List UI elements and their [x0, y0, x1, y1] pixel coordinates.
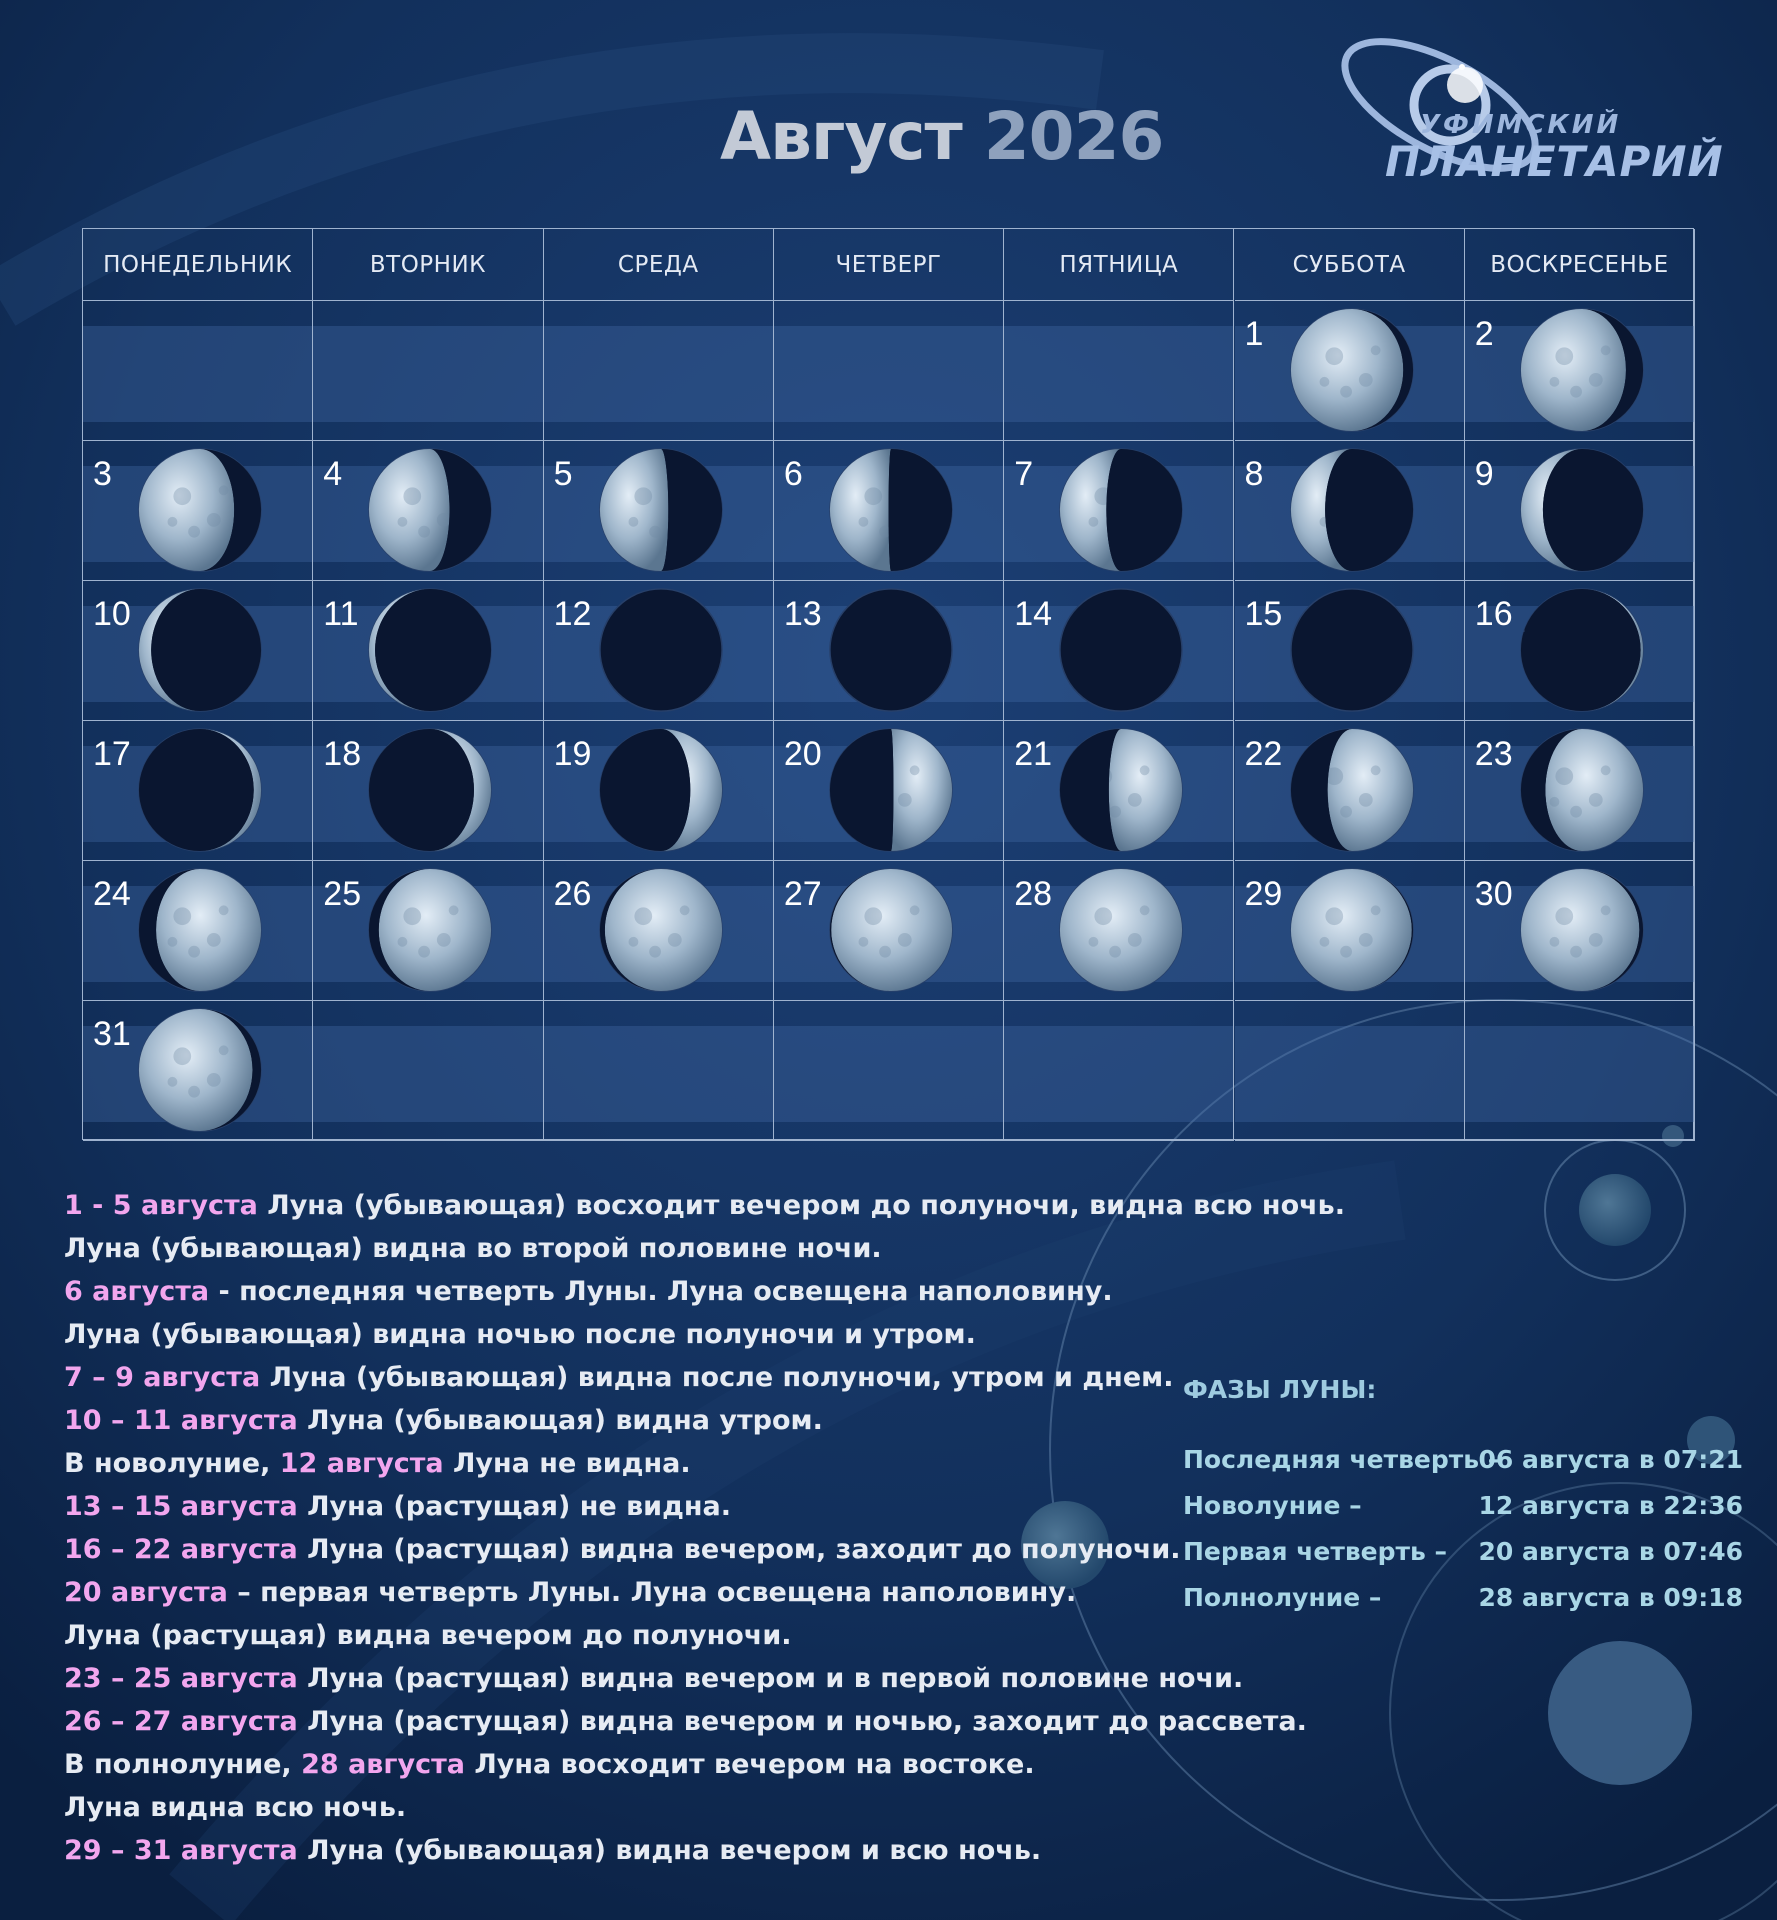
- weekday-header: ВТОРНИК: [313, 229, 543, 301]
- moon-phase-icon: [365, 725, 495, 855]
- day-cell: [544, 441, 774, 581]
- day-number: 16: [1474, 595, 1513, 633]
- note-text: Луна не видна.: [443, 1448, 691, 1479]
- title-year: 2026: [983, 98, 1164, 175]
- phase-date: 12 августа в 22:36: [1478, 1491, 1743, 1520]
- day-cell: [774, 721, 1004, 861]
- day-number: 25: [323, 875, 362, 913]
- moon-phase-icon: [1287, 585, 1417, 715]
- note-text: Луна видна всю ночь.: [64, 1792, 407, 1823]
- day-number: 24: [93, 875, 131, 913]
- note-line: [64, 1356, 1264, 1399]
- note-text: Луна (убывающая) видна ночью после полуночи и утром.: [64, 1319, 976, 1350]
- note-text: Луна (убывающая) видна утром.: [297, 1405, 823, 1436]
- day-number: 30: [1474, 875, 1513, 913]
- day-cell: [313, 441, 543, 581]
- day-cell: [1465, 1001, 1695, 1141]
- day-cell: [1004, 1001, 1234, 1141]
- day-cell: [1465, 721, 1695, 861]
- day-number: 19: [553, 735, 592, 773]
- day-number: 28: [1014, 875, 1053, 913]
- note-line: [64, 1700, 1307, 1743]
- moon-phases-panel: [1183, 1370, 1743, 1612]
- note-text: – первая четверть Луны. Луна освещена наполовину.: [227, 1577, 1077, 1608]
- moon-phase-icon: [135, 725, 265, 855]
- day-number: 21: [1014, 735, 1053, 773]
- note-text: Луна (растущая) не видна.: [297, 1491, 732, 1522]
- day-cell: [1465, 581, 1695, 721]
- moon-phase-icon: [135, 445, 265, 575]
- weekday-header: ЧЕТВЕРГ: [774, 229, 1004, 301]
- day-number: 2: [1474, 315, 1494, 353]
- day-number: 8: [1244, 455, 1264, 493]
- phase-row: [1183, 1576, 1743, 1620]
- row-band: [1004, 1026, 1233, 1122]
- moon-phase-icon: [596, 725, 726, 855]
- day-number: 10: [93, 595, 131, 633]
- day-cell: [1004, 441, 1234, 581]
- note-line: [64, 1743, 1264, 1786]
- day-number: 13: [783, 595, 822, 633]
- note-line: [64, 1399, 1264, 1442]
- day-cell: [544, 1001, 774, 1141]
- day-cell: [774, 861, 1004, 1001]
- moon-phase-icon: [1287, 445, 1417, 575]
- day-cell: [83, 441, 313, 581]
- moon-phase-icon: [1517, 725, 1647, 855]
- note-line: [64, 1829, 1264, 1872]
- note-prefix: В новолуние,: [64, 1448, 280, 1479]
- weekday-header: СУББОТА: [1235, 229, 1465, 301]
- day-number: 6: [783, 455, 803, 493]
- day-cell: [83, 301, 313, 441]
- note-text: Луна (растущая) видна вечером до полуночи.: [64, 1620, 792, 1651]
- phase-label: Новолуние –: [1183, 1491, 1362, 1520]
- day-cell: [544, 721, 774, 861]
- planetarium-logo: [1330, 25, 1724, 200]
- phase-date: 20 августа в 07:46: [1478, 1537, 1743, 1566]
- phase-label: Первая четверть –: [1183, 1537, 1448, 1566]
- day-cell: [544, 301, 774, 441]
- day-cell: [83, 861, 313, 1001]
- moon-phase-icon: [135, 865, 265, 995]
- row-band: [774, 1026, 1003, 1122]
- day-cell: [1004, 581, 1234, 721]
- note-text: Луна (растущая) видна вечером и ночью, заходит до рассвета.: [297, 1706, 1307, 1737]
- weekday-header: СРЕДА: [544, 229, 774, 301]
- moon-phase-icon: [596, 585, 726, 715]
- note-line: [64, 1227, 1264, 1270]
- day-number: 1: [1244, 315, 1264, 353]
- phase-date: 06 августа в 07:21: [1478, 1445, 1743, 1474]
- note-date-highlight: 16 – 22 августа: [64, 1534, 298, 1565]
- moon-phase-icon: [1056, 865, 1186, 995]
- title-month: Август: [720, 98, 962, 175]
- note-date-highlight: 13 – 15 августа: [64, 1491, 298, 1522]
- day-number: 18: [323, 735, 362, 773]
- moon-phase-icon: [1287, 305, 1417, 435]
- note-line: [64, 1571, 1264, 1614]
- note-date-highlight: 10 – 11 августа: [64, 1405, 298, 1436]
- day-number: 22: [1244, 735, 1283, 773]
- moon-phase-icon: [365, 865, 495, 995]
- logo-line-1: УФИМСКИЙ: [1420, 110, 1622, 140]
- day-number: 11: [323, 595, 359, 633]
- note-line: [64, 1485, 1264, 1528]
- note-date-highlight: 1 - 5 августа: [64, 1190, 258, 1221]
- day-number: 17: [93, 735, 131, 773]
- note-text: Луна (убывающая) видна вечером и всю ночь.: [297, 1835, 1042, 1866]
- logo-line-2: ПЛАНЕТАРИЙ: [1385, 137, 1724, 186]
- phase-row: [1183, 1484, 1743, 1528]
- note-line: [64, 1270, 1264, 1313]
- moon-phase-icon: [135, 585, 265, 715]
- day-cell: [313, 861, 543, 1001]
- note-text: Луна (убывающая) видна после полуночи, утром и днем.: [260, 1362, 1174, 1393]
- note-text: Луна (растущая) видна вечером, заходит до полуночи.: [297, 1534, 1181, 1565]
- phase-label: Полнолуние –: [1183, 1583, 1382, 1612]
- note-text: Луна (растущая) видна вечером и в первой половине ночи.: [297, 1663, 1244, 1694]
- row-band: [1235, 1026, 1464, 1122]
- note-date-highlight: 20 августа: [64, 1577, 228, 1608]
- day-cell: [544, 581, 774, 721]
- day-cell: [83, 1001, 313, 1141]
- day-number: 14: [1014, 595, 1053, 633]
- day-cell: [1004, 301, 1234, 441]
- day-cell: [774, 1001, 1004, 1141]
- day-number: 23: [1474, 735, 1513, 773]
- moon-phase-icon: [135, 1005, 265, 1135]
- day-cell: [313, 721, 543, 861]
- day-cell: [313, 301, 543, 441]
- note-date-highlight: 29 – 31 августа: [64, 1835, 298, 1866]
- note-prefix: В полнолуние,: [64, 1749, 302, 1780]
- note-text: Луна (убывающая) восходит вечером до полуночи, видна всю ночь.: [257, 1190, 1345, 1221]
- day-cell: [774, 441, 1004, 581]
- note-date-highlight: 7 – 9 августа: [64, 1362, 261, 1393]
- note-text: Луна (убывающая) видна во второй половине ночи.: [64, 1233, 882, 1264]
- note-line: [64, 1184, 1345, 1227]
- weekday-header: ПОНЕДЕЛЬНИК: [83, 229, 313, 301]
- day-number: 3: [93, 455, 112, 493]
- row-band: [1004, 326, 1233, 422]
- row-band: [544, 326, 773, 422]
- moon-phase-icon: [1517, 865, 1647, 995]
- moon-phase-icon: [1056, 585, 1186, 715]
- day-cell: [1235, 1001, 1465, 1141]
- note-line: [64, 1657, 1264, 1700]
- note-line: [64, 1528, 1264, 1571]
- note-date-highlight: 26 – 27 августа: [64, 1706, 298, 1737]
- phases-title: ФАЗЫ ЛУНЫ:: [1183, 1375, 1377, 1404]
- note-date-highlight: 28 августа: [301, 1749, 465, 1780]
- day-number: 9: [1474, 455, 1494, 493]
- day-cell: [1235, 301, 1465, 441]
- day-number: 15: [1244, 595, 1283, 633]
- day-number: 29: [1244, 875, 1283, 913]
- calendar-grid: [82, 228, 1694, 1140]
- row-band: [1465, 1026, 1694, 1122]
- moon-phase-icon: [826, 725, 956, 855]
- day-cell: [83, 581, 313, 721]
- day-cell: [544, 861, 774, 1001]
- phase-label: Последняя четверть –: [1183, 1445, 1501, 1474]
- phase-date: 28 августа в 09:18: [1478, 1583, 1743, 1612]
- moon-phase-icon: [1287, 865, 1417, 995]
- note-line: [64, 1786, 1264, 1829]
- moon-phase-icon: [1056, 725, 1186, 855]
- day-cell: [1465, 861, 1695, 1001]
- row-band: [313, 1026, 542, 1122]
- phase-row: [1183, 1530, 1743, 1574]
- day-cell: [1004, 721, 1234, 861]
- row-band: [83, 326, 312, 422]
- moon-phase-icon: [826, 445, 956, 575]
- weekday-header: ВОСКРЕСЕНЬЕ: [1465, 229, 1695, 301]
- day-cell: [1235, 581, 1465, 721]
- moon-phase-icon: [1287, 725, 1417, 855]
- day-cell: [1235, 861, 1465, 1001]
- moon-phase-icon: [1517, 305, 1647, 435]
- note-text: - последняя четверть Луны. Луна освещена наполовину.: [209, 1276, 1113, 1307]
- note-line: [64, 1313, 1264, 1356]
- day-number: 31: [93, 1015, 131, 1053]
- day-number: 5: [553, 455, 573, 493]
- day-cell: [1465, 301, 1695, 441]
- moon-phase-icon: [365, 445, 495, 575]
- day-cell: [313, 1001, 543, 1141]
- moon-phase-icon: [596, 865, 726, 995]
- phase-row: [1183, 1438, 1743, 1482]
- day-cell: [1004, 861, 1234, 1001]
- page-title: [720, 98, 1163, 198]
- moon-phase-icon: [596, 445, 726, 575]
- row-band: [313, 326, 542, 422]
- moon-phase-icon: [1517, 445, 1647, 575]
- moon-phase-icon: [826, 585, 956, 715]
- moon-phase-icon: [1517, 585, 1647, 715]
- day-cell: [774, 581, 1004, 721]
- day-cell: [1235, 441, 1465, 581]
- note-date-highlight: 12 августа: [279, 1448, 444, 1479]
- note-date-highlight: 6 августа: [64, 1276, 210, 1307]
- note-text: Луна восходит вечером на востоке.: [464, 1749, 1035, 1780]
- row-band: [544, 1026, 773, 1122]
- day-number: 27: [783, 875, 822, 913]
- day-number: 20: [783, 735, 822, 773]
- row-band: [774, 326, 1003, 422]
- day-number: 7: [1014, 455, 1034, 493]
- day-cell: [774, 301, 1004, 441]
- day-number: 12: [553, 595, 592, 633]
- moon-phase-icon: [826, 865, 956, 995]
- weekday-header: ПЯТНИЦА: [1004, 229, 1234, 301]
- moon-phase-icon: [1056, 445, 1186, 575]
- day-number: 26: [553, 875, 592, 913]
- note-line: [64, 1614, 1264, 1657]
- note-date-highlight: 23 – 25 августа: [64, 1663, 298, 1694]
- day-number: 4: [323, 455, 343, 493]
- moon-phase-icon: [365, 585, 495, 715]
- day-cell: [83, 721, 313, 861]
- day-cell: [1465, 441, 1695, 581]
- day-cell: [313, 581, 543, 721]
- day-cell: [1235, 721, 1465, 861]
- note-line: [64, 1442, 1264, 1485]
